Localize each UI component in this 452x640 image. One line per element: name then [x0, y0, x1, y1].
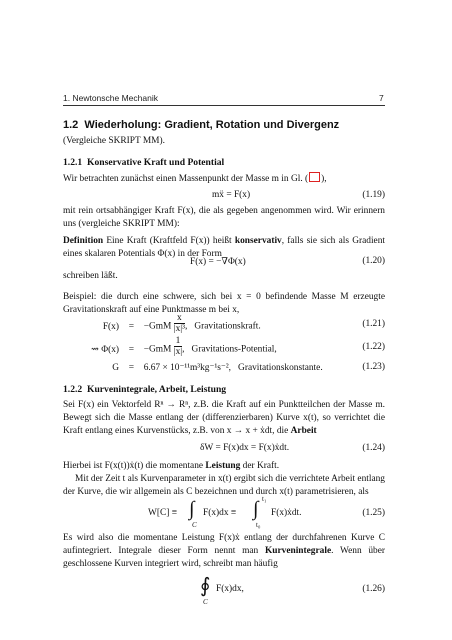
equation-1-19: mẍ = F(x) [212, 190, 251, 200]
term-leistung: Leistung [205, 461, 241, 471]
integral-sign: ∫ [253, 498, 259, 520]
paragraph-work-integral: Mit der Zeit t als Kurvenparameter in x(t) ergibt sich die verrichtete Arbeit entlang der Kurve, die wir allgemein als C bezeichnen und durch x(t) parametrisieren, als [63, 474, 385, 497]
term-kurvenintegrale: Kurvenintegrale [264, 546, 332, 556]
equation-1-24: δW = F(x)dx = F(x)ẋdt. [200, 443, 290, 453]
definition-paragraph: Definition Eine Kraft (Kraftfeld F(x)) heißt konservativ, falls sie sich als Gradient eines skalaren Potentials Φ(x) in der Form [63, 236, 386, 259]
subsection-number: 1.2.1 [63, 157, 83, 168]
equation-number: (1.19) [362, 190, 385, 200]
paragraph-leistung: Hierbei ist F(x(t))ẋ(t) die momentane Leistung der Kraft. [63, 461, 280, 471]
equation-1-23: G = 6.67 × 10⁻¹¹m³kg⁻¹s⁻², Gravitationskonstante. [112, 363, 323, 373]
subsection-heading-1 [63, 157, 224, 168]
equation-number: (1.26) [362, 584, 385, 594]
subsection-number: 1.2.2 [63, 384, 83, 395]
intro-text: Wir betrachten zunächst einen Massenpunkt der Masse m in Gl. ( ), [63, 174, 327, 184]
equation-number: (1.24) [362, 443, 385, 453]
equation-number: (1.25) [362, 508, 385, 518]
example-paragraph: Beispiel: die durch eine schwere, sich bei x = 0 befindende Masse M erzeugte Gravitationskraft auf eine Punktmasse m bei x, [63, 292, 385, 315]
equation-number: (1.20) [362, 256, 385, 266]
section-number: 1.2 [63, 119, 79, 131]
equation-1-21: F(x) = −GmM $\frac{x}{\text{|x|³}}$ , Gravitationskraft. [102, 313, 261, 334]
header-rule [63, 105, 385, 106]
term-arbeit: Arbeit [290, 426, 317, 436]
equation-number: (1.23) [362, 362, 385, 372]
equation-number: (1.21) [362, 319, 385, 329]
equation-number: (1.22) [362, 342, 385, 352]
paragraph-curve-integral: Es wird also die momentane Leistung F(x)ẋ entlang der durchfahrenen Kurve C aufintegriert. Integrale dieser Form nennt man Kurvenintegrale. Wenn über geschlossene Kurven integriert wird, schreibt man häufig [63, 533, 386, 569]
definition-label: Definition [63, 236, 104, 246]
paragraph-after-119: mit rein ortsabhängiger Kraft F(x), die als gegeben angenommen wird. Wir erinnern uns (vergleiche SKRIPT MM): [63, 206, 385, 229]
section-title: Wiederholung: Gradient, Rotation und Divergenz [84, 119, 340, 131]
page-number: 7 [379, 93, 384, 103]
definition-term: konservativ [234, 236, 282, 246]
paragraph-vector-field: Sei F(x) ein Vektorfeld Rⁿ → Rⁿ, z.B. die Kraft auf ein Punktteilchen der Masse m. Bewegt sich die Masse entlang der (differenzierbaren) Kurve x(t), so verrichtet die Kraft entlang eines Kurvenstücks, z.B. von x → x + ẋdt, die Arbeit [63, 400, 385, 436]
running-title: 1. Newtonsche Mechanik [63, 93, 158, 103]
equation-1-22: ⇝ Φ(x) = −GmM $\frac{1}{|x|}$ , Gravitations-Potential, [91, 336, 277, 357]
subsection-title: Konservative Kraft und Potential [86, 157, 225, 168]
section-heading [63, 119, 339, 131]
contour-integral-sign: ∮ [200, 575, 211, 597]
paragraph-after-120: schreiben läßt. [63, 271, 118, 281]
subsection-title: Kurvenintegrale, Arbeit, Leistung [86, 384, 227, 395]
section-note: (Vergleiche SKRIPT MM). [63, 136, 165, 146]
integral-sign: ∫ [189, 498, 195, 520]
equation-reference-link[interactable] [309, 172, 320, 182]
equation-1-20: F(x) = −∇Φ(x) [190, 257, 246, 267]
subsection-heading-2 [63, 384, 226, 395]
